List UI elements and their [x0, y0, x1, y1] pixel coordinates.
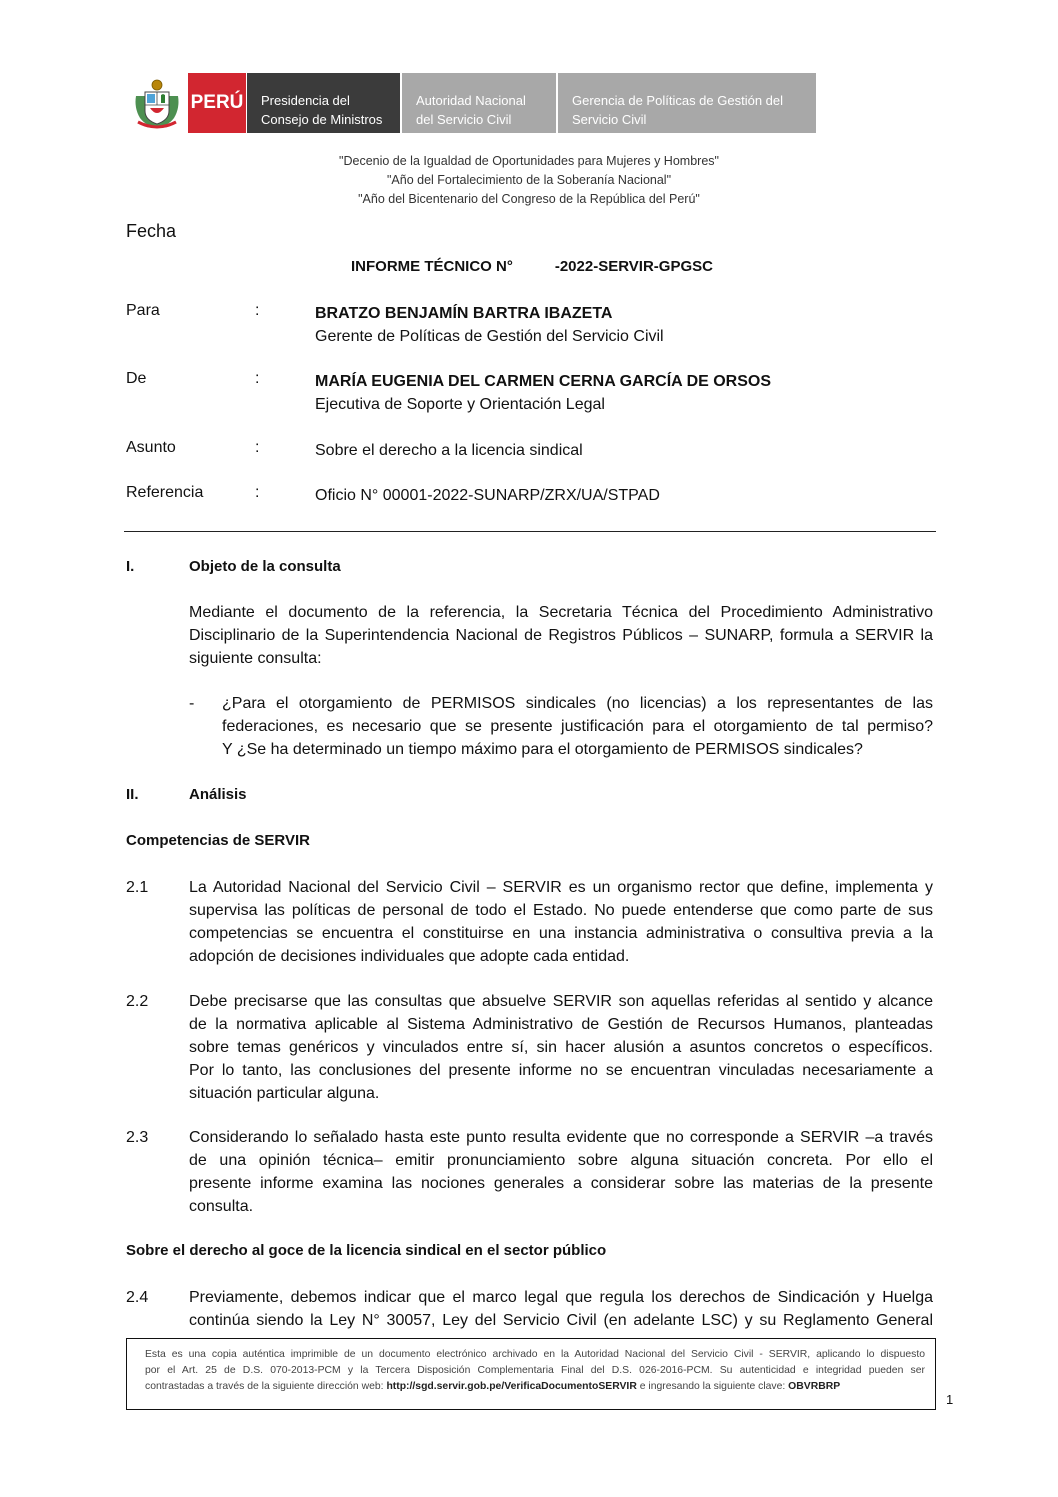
- paragraph: Debe precisarse que las consultas que absuelve SERVIR son aquellas referidas al sentido y alcance de la normativa aplicable al Sistema Administrativo de Gestión de Recursos Humanos, planteadas sobre temas genéricos y vinculados entre sí, sin hacer alusión a asuntos concretos o específicos. Por lo tanto, las conclusiones del presente informe no se encuentran vinculadas necesariamente a situación particular alguna.: [189, 993, 933, 1102]
- paragraph-number: 2.2: [126, 993, 149, 1010]
- decenio-block: [100, 152, 958, 209]
- bullet-item: ¿Para el otorgamiento de PERMISOS sindicales (no licencias) a los representantes de las federaciones, es necesario que se presente justificación para el otorgamiento de tal permiso? Y ¿Se ha determinado un tiempo máximo para el otorgamiento de PERMISOS sindicales?: [222, 695, 933, 758]
- paragraph: Previamente, debemos indicar que el marco legal que regula los derechos de Sindicación y Huelga continúa siendo la Ley N° 30057, Ley del Servicio Civil (en adelante LSC) y su Reglamento General: [189, 1289, 933, 1329]
- paragraph: Mediante el documento de la referencia, la Secretaria Técnica del Procedimiento Administrativo Disciplinario de la Superintendencia Nacional de Registros Públicos – SUNARP, formula a SERVIR la siguiente consulta:: [189, 604, 933, 667]
- colon: :: [255, 302, 260, 319]
- referencia-label: Referencia: [126, 484, 204, 501]
- paragraph: Considerando lo señalado hasta este punto resulta evidente que no corresponde a SERVIR –a través de una opinión técnica– emitir pronunciamiento sobre alguna situación concreta. Por ello el presente informe examina las nociones generales a considerar sobre las materias de la presente consulta.: [189, 1129, 933, 1215]
- fecha-label: Fecha: [126, 221, 177, 241]
- colon: :: [255, 439, 260, 456]
- header-box-pcm: Presidencia del Consejo de Ministros: [247, 73, 400, 133]
- page-number: 1: [946, 1392, 954, 1407]
- decenio-line: "Decenio de la Igualdad de Oportunidades para Mujeres y Hombres": [339, 154, 719, 168]
- peru-logo: PERÚ: [188, 73, 246, 133]
- paragraph-number: 2.4: [126, 1289, 149, 1306]
- de-value: MARÍA EUGENIA DEL CARMEN CERNA GARCÍA DE ORSOS Ejecutiva de Soporte y Orientación Legal: [315, 373, 772, 413]
- section-title: Objeto de la consulta: [189, 558, 341, 575]
- asunto-label: Asunto: [126, 439, 176, 456]
- bullet-mark: -: [189, 695, 195, 712]
- paragraph-number: 2.1: [126, 879, 149, 896]
- referencia-value: Oficio N° 00001-2022-SUNARP/ZRX/UA/STPAD: [315, 487, 660, 504]
- section-number: I.: [126, 558, 135, 575]
- de-label: De: [126, 370, 147, 387]
- header-box-servir: Autoridad Nacional del Servicio Civil: [402, 73, 556, 133]
- informe-title: INFORME TÉCNICO N° -2022-SERVIR-GPGSC: [351, 258, 713, 275]
- section-title: Análisis: [189, 786, 247, 803]
- subsection-title: Sobre el derecho al goce de la licencia sindical en el sector público: [126, 1242, 607, 1259]
- verification-url[interactable]: http://sgd.servir.gob.pe/VerificaDocumentoSERVIR: [386, 1381, 637, 1392]
- verification-key: OBVRBRP: [788, 1381, 841, 1392]
- paragraph-number: 2.3: [126, 1129, 149, 1146]
- colon: :: [255, 484, 260, 501]
- subsection-title: Competencias de SERVIR: [126, 832, 310, 849]
- para-value: BRATZO BENJAMÍN BARTRA IBAZETA Gerente de Políticas de Gestión del Servicio Civil: [315, 305, 664, 345]
- asunto-value: Sobre el derecho a la licencia sindical: [315, 442, 583, 459]
- decenio-line: "Año del Bicentenario del Congreso de la República del Perú": [358, 192, 700, 206]
- header-box-gerencia: Gerencia de Políticas de Gestión del Servicio Civil: [558, 73, 816, 133]
- paragraph: La Autoridad Nacional del Servicio Civil – SERVIR es un organismo rector que define, implementa y supervisa las políticas de personal de todo el Estado. No puede entenderse que como parte de sus competencias se encuentra el constituirse en una instancia administrativa o consultiva previa a la adopción de decisiones individuales que adopte cada entidad.: [189, 879, 933, 965]
- divider: [124, 531, 936, 532]
- authenticity-notice: Esta es una copia auténtica imprimible de un documento electrónico archivado en la Autoridad Nacional del Servicio Civil - SERVIR, aplicando lo dispuesto por el Art. 25 de D.S. 070-2013-PCM y la Tercera Disposición Complementaria Final del D.S. 026-2016-PCM. Su autenticidad e integridad pueden ser contrastadas a través de la siguiente dirección web: http://sgd.servir.gob.pe/VerificaDocumentoSERVIR e ingresando la siguiente clave: OBVRBRP: [126, 1338, 936, 1410]
- section-number: II.: [126, 786, 139, 803]
- colon: :: [255, 370, 260, 387]
- coat-of-arms-icon: [130, 78, 184, 132]
- para-label: Para: [126, 302, 160, 319]
- decenio-line: "Año del Fortalecimiento de la Soberanía Nacional": [386, 173, 672, 187]
